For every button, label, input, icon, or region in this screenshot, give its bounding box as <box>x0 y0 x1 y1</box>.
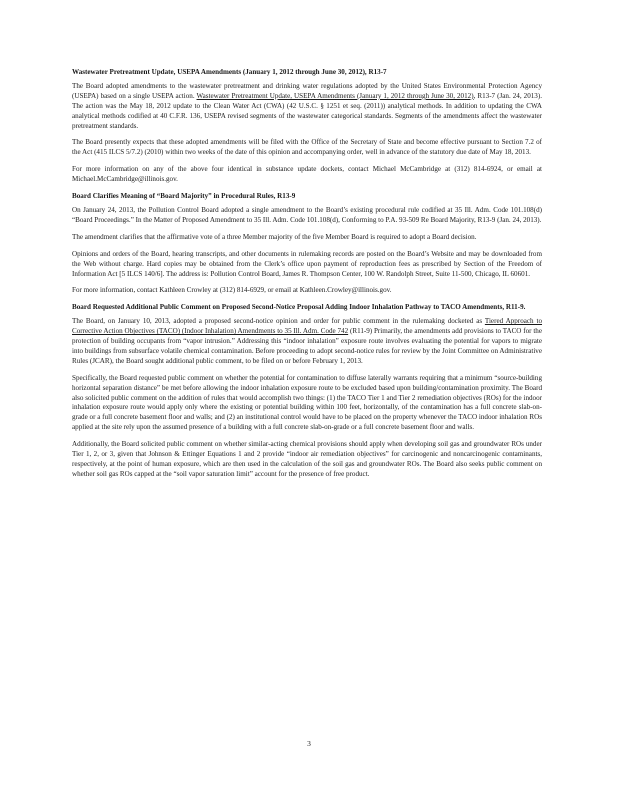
paragraph-text: The Board, on January 10, 2013, adopted a proposed second-notice opinion and order for public comment in the rulemaking docketed as <box>72 317 485 326</box>
page-number: 3 <box>307 739 311 748</box>
paragraph-text: For more information on any of the above four identical in substance update dockets, contact Michael McCambridge at (312) 814-6924, or email at Michael.McCambridge@illinois.gov. <box>72 165 542 184</box>
paragraph <box>72 374 542 433</box>
section-heading: Board Requested Additional Public Comment on Proposed Second-Notice Proposal Adding Indoor Inhalation Pathway to TACO Amendments, R11-9. <box>72 303 526 312</box>
paragraph-text: Opinions and orders of the Board, hearing transcripts, and other documents in rulemaking records are posted on the Board’s Website and may be downloaded from the Web without charge. Hard copies may be obtained from the Clerk’s office upon payment of reproduction fees as prescribed by Section of the Freedom of Information Act [5 ILCS 140/6]. The address is: Pollution Control Board, James R. Thompson Center, 100 W. Randolph Street, Suite 11-500, Chicago, IL 60601. <box>72 249 542 278</box>
paragraph <box>72 317 542 367</box>
section-heading: Board Clarifies Meaning of “Board Majority” in Procedural Rules, R13-9 <box>72 192 296 201</box>
paragraph <box>72 206 542 226</box>
paragraph-text: Additionally, the Board solicited public comment on whether similar-acting chemical provisions should apply when developing soil gas and groundwater ROs under Tier 1, 2, or 3, given that Johnson & Ettinger Equations 1 and 2 provide “indoor air remediation objectives” for carcinogenic and noncarcinogenic contaminants, respectively, at the point of human exposure, which are then used in the calculation of the soil gas and groundwater ROs. The Board also seeks public comment on whether soil gas ROs capped at the “soil vapor saturation limit” account for the presence of free product. <box>72 440 542 478</box>
paragraph <box>72 82 542 132</box>
paragraph-text: (R11-9) Primarily, the amendments add provisions to TACO for the protection of building occupants from “vapor intrusion.” Addressing this “indoor inhalation” exposure route involves evaluating the potential for vapors to migrate into buildings from subsurface volatile chemical contamination. Before proceeding to adopt second-notice rules for review by the Joint Committee on Administrative Rules (JCAR), the Board sought additional public comment, to be filed on or before February 1, 2013. <box>72 327 543 365</box>
underlined-citation: Tiered Approach to Corrective Action Objectives (TACO) (Indoor Inhalation) Amendments to 35 Ill. Adm. Code 742 <box>72 317 543 336</box>
paragraph-text: The Board presently expects that these adopted amendments will be filed with the Office of the Secretary of State and become effective pursuant to Section 7.2 of the Act (415 ILCS 5/7.2) (2010) within two weeks of the date of this opinion and accompanying order, well in advance of the statutory due date of May 18, 2013. <box>72 138 542 157</box>
paragraph-text: The Board adopted amendments to the wastewater pretreatment and drinking water regulations adopted by the United States Environmental Protection Agency (USEPA) based on a single USEPA action. <box>72 81 542 100</box>
paragraph <box>72 250 542 280</box>
paragraph <box>72 138 542 158</box>
paragraph-text: , R13-7 (Jan. 24, 2013). The action was the May 18, 2012 update to the Clean Water Act (CWA) (42 U.S.C. § 1251 et seq. (2011)) analytical methods. In addition to updating the CWA analytical methods codified at 40 C.F.R. 136, USEPA revised segments of the wastewater categorical standards. Segments of the amendments affect the wastewater pretreatment standards. <box>72 91 542 130</box>
paragraph-text: The amendment clarifies that the affirmative vote of a three Member majority of the five Member Board is required to adopt a Board decision. <box>72 232 477 241</box>
section-heading: Wastewater Pretreatment Update, USEPA Amendments (January 1, 2012 through June 30, 2012), R13-7 <box>72 68 387 76</box>
paragraph <box>72 165 542 185</box>
paragraph-text: On January 24, 2013, the Pollution Control Board adopted a single amendment to the Board’s existing procedural rule codified at 35 Ill. Adm. Code 101.108(d) “Board Proceedings.” In the Matter of Proposed Amendment to 35 Ill. Adm. Code 101.108(d), Conforming to P.A. 93-509 Re Board Majority, R13-9 (Jan. 24, 2013). <box>72 205 542 224</box>
underlined-citation: Wastewater Pretreatment Update, USEPA Amendments (January 1, 2012 through June 30, 2012) <box>196 91 474 100</box>
paragraph <box>72 440 542 480</box>
document-page <box>72 68 542 487</box>
paragraph-text: For more information, contact Kathleen Crowley at (312) 814-6929, or email at Kathleen.Crowley@illinois.gov. <box>72 286 392 295</box>
paragraph-text: Specifically, the Board requested public comment on whether the potential for contamination to diffuse laterally warrants requiring that a minimum “source-building horizontal separation distance” be met before allowing the indoor inhalation exposure route to be excluded based upon building/contamination proximity. The Board also solicited public comment on the addition of rules that would accomplish two things: (1) the TACO Tier 1 and Tier 2 remediation objectives (ROs) for the indoor inhalation exposure route would apply only where the existing or potential building within 100 feet, horizontally, of the contamination has a full concrete slab-on-grade or a full concrete basement floor and walls; and (2) an institutional control would have to be placed on the property whenever the TACO indoor inhalation ROs applied at the site rely upon the assumed presence of a building with a full concrete slab-on-grade or a full concrete basement floor and walls. <box>72 373 542 432</box>
paragraph <box>72 286 542 296</box>
paragraph <box>72 233 542 243</box>
